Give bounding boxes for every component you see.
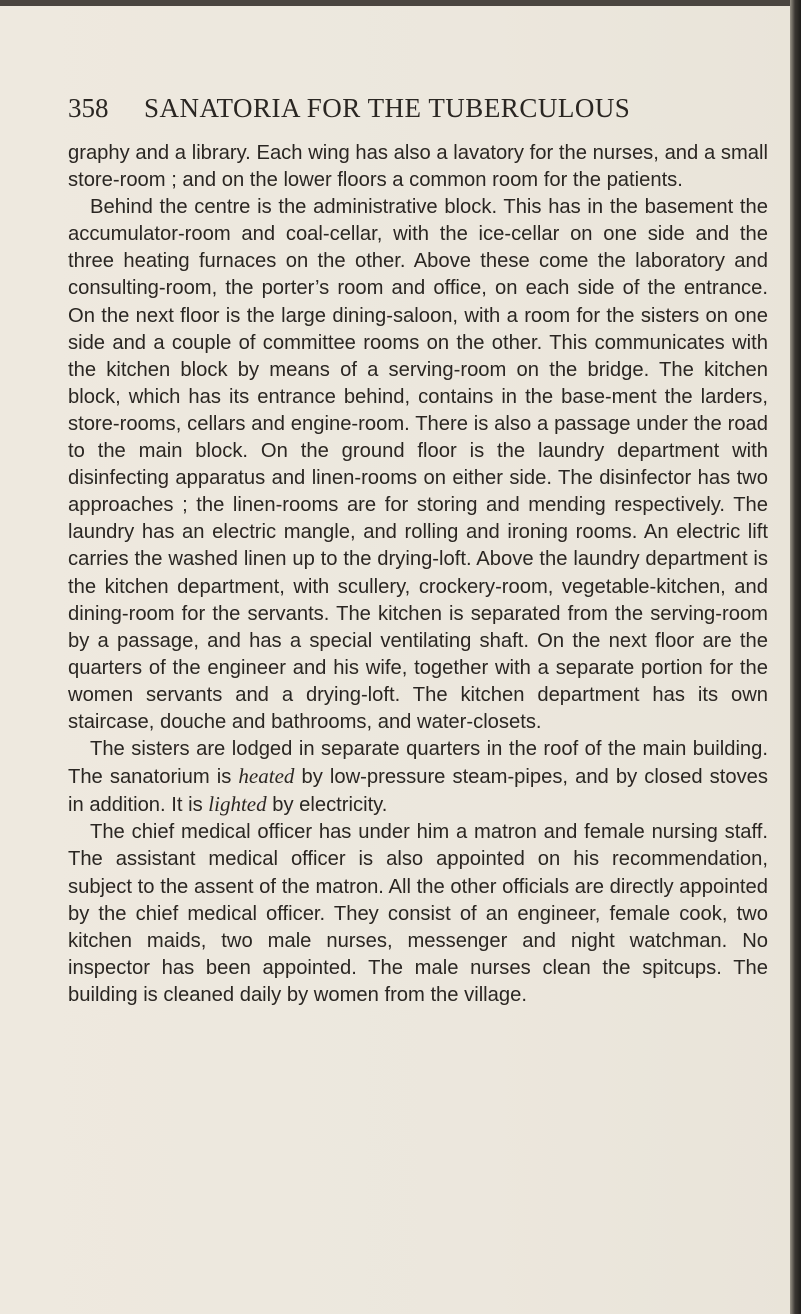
running-head xyxy=(68,90,768,126)
paragraph-text-segment: by low-pressure steam-pipes, and by closed stoves in addition. It is xyxy=(68,766,768,817)
paragraph-continuation: graphy and a library. Each wing has also a lavatory for the nurses, and a small store-room ; and on the lower floors a common room for the patients. xyxy=(68,142,768,192)
body-text xyxy=(68,140,768,1009)
running-title: SANATORIA FOR THE TUBERCULOUS xyxy=(144,93,631,123)
top-edge-rule xyxy=(0,0,790,6)
paragraph-heating-lighting xyxy=(68,736,768,819)
italic-lighted: lighted xyxy=(208,792,267,817)
paragraph-text-segment: by electricity. xyxy=(266,794,388,817)
paragraph-text-segment: The sisters are lodged in separate quarters in the roof of the main building. The sanatorium is xyxy=(68,738,768,789)
page-number: 358 xyxy=(68,93,109,123)
italic-heated: heated xyxy=(238,764,295,789)
paragraph-administrative-block: Behind the centre is the administrative block. This has in the basement the accumulator-room and coal-cellar, with the ice-cellar on one side and the three heating furnaces on the other. Above these come the laboratory and consulting-room, the porter’s room and office, on each side of the entrance. On the next floor is the large dining-saloon, with a room for the sisters on one side and a couple of committee rooms on the other. This communicates with the kitchen block by means of a serving-room on the bridge. The kitchen block, which has its entrance behind, contains in the base-ment the larders, store-rooms, cellars and engine-room. There is also a passage under the road to the main block. On the ground floor is the laundry department with disinfecting apparatus and linen-rooms on either side. The disinfector has two approaches ; the linen-rooms are for storing and mending respectively. The laundry has an electric mangle, and rolling and ironing rooms. An electric lift carries the washed linen up to the drying-loft. Above the laundry department is the kitchen department, with scullery, crockery-room, vegetable-kitchen, and dining-room for the servants. The kitchen is separated from the serving-room by a passage, and has a special ventilating shaft. On the next floor are the quarters of the engineer and his wife, together with a separate portion for the women servants and a drying-loft. The kitchen department has its own staircase, douche and bathrooms, and water-closets. xyxy=(68,196,768,733)
paragraph-staff: The chief medical officer has under him a matron and female nursing staff. The assistant medical officer is also appointed on his recommendation, subject to the assent of the matron. All the other officials are directly appointed by the chief medical officer. They consist of an engineer, female cook, two kitchen maids, two male nurses, messenger and night watchman. No inspector has been appointed. The male nurses clean the spitcups. The building is cleaned daily by women from the village. xyxy=(68,821,768,1006)
page-binding-edge xyxy=(790,0,801,1314)
